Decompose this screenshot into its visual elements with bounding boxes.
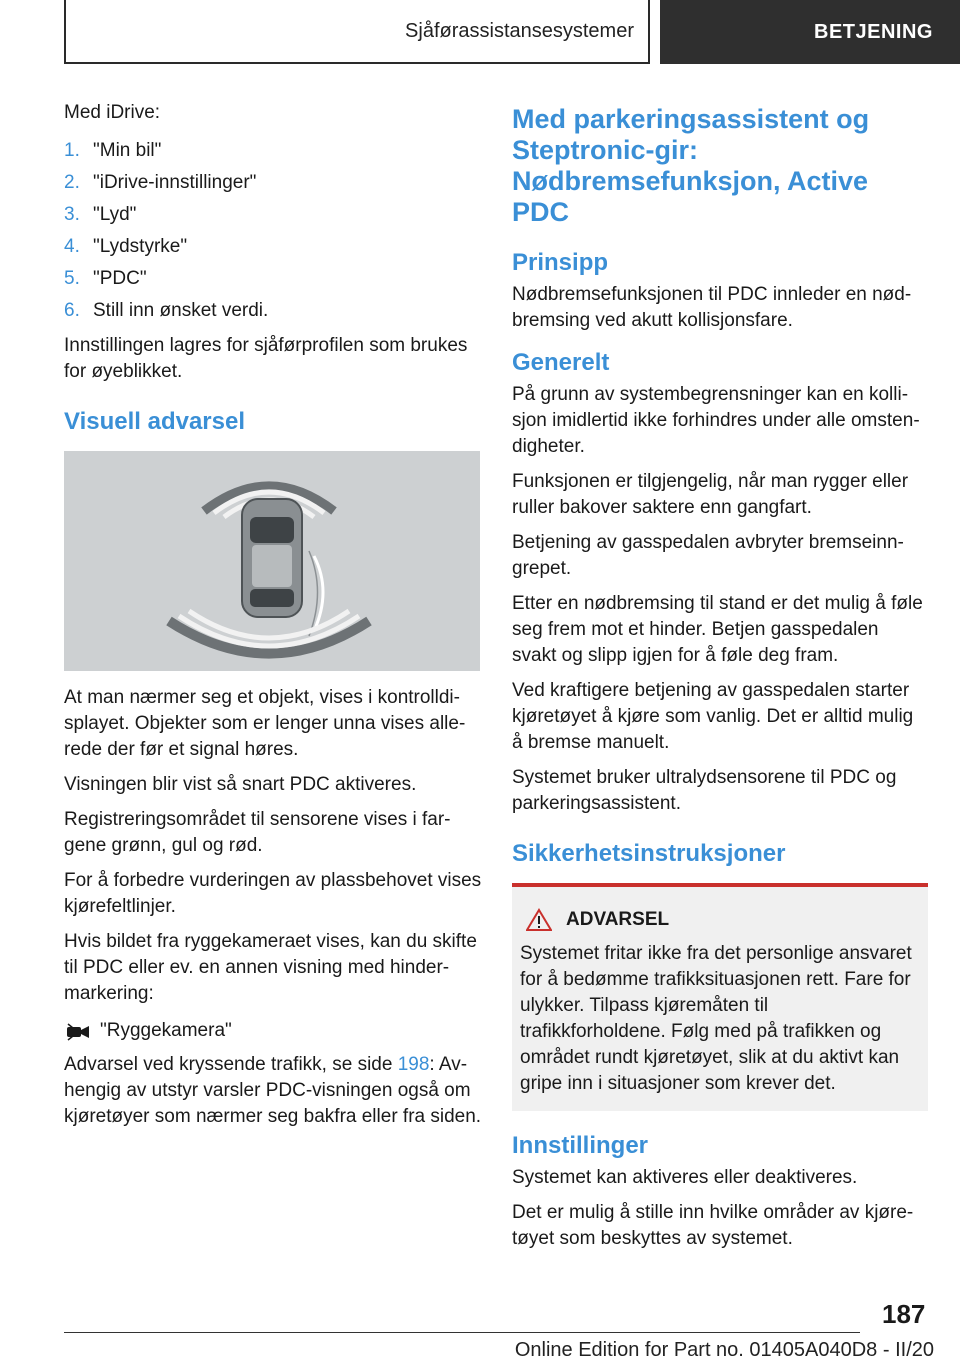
heading-principle: Prinsipp <box>512 249 609 276</box>
pdc-car-graphic <box>64 451 480 671</box>
list-item: 6. Still inn ønsket verdi. <box>64 300 269 321</box>
approach-text: At man nærmer seg et objekt, vises i kontrolldisplayet. Objekter som er lenger unna vises allerede der før et signal høres. <box>64 687 466 760</box>
warning-label: ADVARSEL <box>566 909 670 930</box>
left-column <box>64 100 484 1139</box>
heading-emergency-brake: Med parkeringsassistent og Steptronic-gir: Nødbremsefunksjon, Active PDC <box>512 104 870 227</box>
page-number: 187 <box>882 1299 926 1329</box>
list-item: 1. "Min bil" <box>64 140 162 161</box>
camera-switch-text: Hvis bildet fra ryggekameraet vises, kan du skifte til PDC eller ev. en annen visning med hindermarkering: <box>64 931 477 1004</box>
display-text: Visningen blir vist så snart PDC aktiveres. <box>64 774 417 795</box>
heading-visual-warning: Visuell advarsel <box>64 408 246 435</box>
general-text-3: Betjening av gasspedalen avbryter bremseinngrepet. <box>512 532 904 579</box>
warning-title <box>526 907 918 933</box>
list-item: 3. "Lyd" <box>64 204 137 225</box>
settings-text-2: Det er mulig å stille inn hvilke områder av kjøretøyet som beskyttes av systemet. <box>512 1202 914 1249</box>
general-text-1: På grunn av systembegrensninger kan en kollisjon imidlertid ikke forhindres under alle omstendigheter. <box>512 384 920 457</box>
lane-lines-text: For å forbedre vurderingen av plassbehovet vises kjørefeltlinjer. <box>64 870 482 917</box>
header-section-title <box>64 0 650 64</box>
general-text-2: Funksjonen er tilgjengelig, når man rygger eller ruller bakover saktere enn gangfart. <box>512 471 909 518</box>
intro-text: Med iDrive: <box>64 102 161 123</box>
rear-camera-option <box>64 1016 484 1046</box>
settings-saved-text: Innstillingen lagres for sjåførprofilen som brukes for øyeblikket. <box>64 335 468 382</box>
general-text-5: Ved kraftigere betjening av gasspedalen starter kjøretøyet å kjøre som vanlig. Det er alltid mulig å bremse manuelt. <box>512 680 914 753</box>
heading-safety: Sikkerhetsinstruksjoner <box>512 840 786 867</box>
list-item: 2. "iDrive-innstillinger" <box>64 172 257 193</box>
list-item: 4. "Lydstyrke" <box>64 236 188 257</box>
general-text-4: Etter en nødbremsing til stand er det mulig å føle seg frem mot et hinder. Betjen gasspedalen svakt og slipp igjen for å føle deg fram. <box>512 593 923 666</box>
rear-camera-label: "Ryggekamera" <box>100 1020 232 1041</box>
heading-general: Generelt <box>512 349 610 376</box>
general-text-6: Systemet bruker ultralydsensorene til PDC og parkeringsassistent. <box>512 767 897 814</box>
page-link-198[interactable]: 198 <box>397 1054 430 1075</box>
warning-text: Systemet fritar ikke fra det personlige ansvaret for å bedømme trafikksituasjonen rett. Fare for ulykker. Tilpass kjøremåten til trafikkforholdene. Følg med på trafikken og området rundt kjøretøyet, slik at du aktivt kan gripe inn i situasjoner som krever det. <box>520 943 912 1094</box>
heading-settings: Innstillinger <box>512 1132 649 1159</box>
warning-box <box>512 883 928 1111</box>
settings-text-1: Systemet kan aktiveres eller deaktiveres. <box>512 1167 858 1188</box>
header-chapter-title <box>660 0 960 64</box>
warning-triangle-icon <box>526 908 552 932</box>
list-item: 5. "PDC" <box>64 268 147 289</box>
footer-divider <box>64 1332 860 1333</box>
rear-camera-icon <box>64 1020 94 1042</box>
chapter-title-text: BETJENING <box>814 20 933 43</box>
footer-edition: Online Edition for Part no. 01405A040D8 - II/20 <box>514 1339 934 1361</box>
idrive-steps-list <box>64 135 484 327</box>
cross-traffic-text: Advarsel ved kryssende trafikk, se side 198: Avhengig av utstyr varsler PDC-visningen også om kjøretøyer som nærmer seg bakfra eller fra siden. <box>64 1054 482 1127</box>
range-colors-text: Registreringsområdet til sensorene vises i fargene grønn, gul og rød. <box>64 809 451 856</box>
pdc-display-illustration <box>64 451 480 671</box>
principle-text: Nødbremsefunksjonen til PDC innleder en nødbremsing ved akutt kollisjonsfare. <box>512 284 912 331</box>
section-title-text: Sjåførassistansesystemer <box>405 19 634 42</box>
right-column <box>512 100 928 1261</box>
